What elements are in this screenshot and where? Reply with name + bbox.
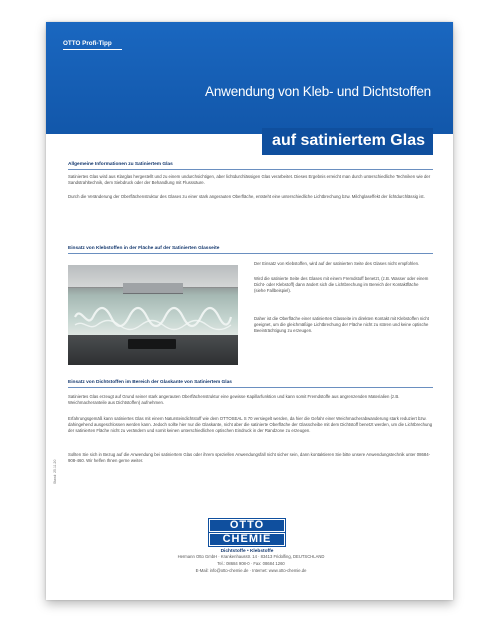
- section-3-paragraph-2: Erfahrungsgemäß kann satiniertes Glas mit einem Natursteindichtstoff wie dem OTTOSEAL S 70 versiegelt werden, da hier die Gefahr einer Weichmacherabwanderung stark reduziert bzw. dahingehend ausgeschlossen werden kann. Jedoch sollte hier nur die Glaskante, nicht aber die satinierte Oberfläche der Glasscheibe mit dem Dichtstoff benetzt werden, um die Lichtbrechung der satinierten Fläche nicht zu verändern und somit keinen unterschiedlichen optischen Eindruck in der Randzone zu erzeugen.: [68, 416, 433, 433]
- address-line-2: Tel.: 08684 908-0 · Fax: 08684 1260: [217, 561, 285, 566]
- document-page: [46, 22, 453, 600]
- section-1-paragraph-1-text: Satiniertes Glas wird aus Klarglas hergestellt und zu einem undurchsichtigen, aber lichtdurchlässigen Glas verarbeitet. Dieses Ergebnis erreicht man durch unterschiedliche Techniken wie der Sandstrahltechnik, dem Siebdruck oder der Behandlung mit Flusssäure.: [68, 174, 431, 185]
- photo-adhesive-pattern: [73, 301, 233, 333]
- photo-range-hood: [123, 283, 183, 294]
- section-1-paragraph-1: [68, 174, 433, 186]
- section-3-paragraph-1: Satiniertes Glas erzeugt auf Grund seiner stark angerauten Oberflächenstruktur eine gewisse Kapillarfunktion und kann somit Fremdstoffe aus angrenzenden Materialien (z.B. Weichmacheranteile aus Dichtstoffen) aufnehmen.: [68, 394, 400, 405]
- logo-subtitle: Dichtstoffe • Klebstoffe: [220, 549, 274, 554]
- otto-chemie-logo: [209, 519, 285, 554]
- section-2-paragraph-2: Wird die satinierte Seite des Glases mit einem Fremdstoff benetzt, (z.B. Wasser oder einem Dicht- oder Klebstoff) dann ändert sich die Lichtbrechung im Bereich der Kontaktfläche (siehe Fallbeispiel).: [254, 276, 429, 293]
- profi-tipp-tag: OTTO Profi-Tipp: [63, 40, 122, 50]
- title-line-1: Anwendung von Kleb- und Dichtstoffen: [205, 84, 431, 99]
- title-line-2: auf satiniertem Glas: [262, 128, 433, 155]
- section-1-paragraph-2: Durch die Veränderung der Oberflächenstruktur des Glases zu einer stark angerauten Oberfläche, entsteht eine unterschiedliche Lichtbrechung bzw. Milchglaseffekt der lichtdurchlässig ist.: [68, 194, 425, 199]
- section-2-paragraph-1: Der Einsatz von Klebstoffen, wird auf der satinierten Seite des Glases nicht empfohlen.: [254, 261, 420, 266]
- logo-otto: OTTO: [209, 519, 285, 532]
- section-2-paragraph-3: Daher ist die Oberfläche einer satinierten Glasseite im direkten Kontakt mit Klebstoffen nicht geeignet, um die gleichmäßige Lichtbrechung der Fläche nicht zu stören und keine optische Beeinträchtigung zu erzeugen.: [254, 316, 429, 333]
- address-line-1: Hermann Otto GmbH · Krankenhausstr. 14 · 83413 Fridolfing, DEUTSCHLAND: [177, 554, 325, 559]
- logo-chemie: CHEMIE: [209, 533, 285, 546]
- kitchen-glass-photo: [68, 265, 238, 365]
- section-heading-2: Einsatz von Klebstoffen in der Fläche auf der Satinierten Glasseite: [68, 246, 433, 254]
- address-line-3: E-Mail: info@otto-chemie.de · Internet: www.otto-chemie.de: [195, 568, 307, 573]
- section-heading-3: Einsatz von Dichtstoffen im Bereich der Glaskante von Satiniertem Glas: [68, 380, 433, 388]
- photo-cooktop: [128, 339, 176, 349]
- header-banner: [46, 22, 453, 134]
- section-3-paragraph-3: Sollten Sie sich in Bezug auf die Anwendung bei satiniertem Glas oder ihrem speziellen Anwendungsfall nicht sicher sein, dann kontaktieren Sie bitte unsere Anwendungstechnik unter 08684-908-460. Wir helfen Ihnen gerne weiter.: [68, 452, 431, 463]
- section-heading-1: Allgemeine Informationen zu Satiniertem Glas: [68, 162, 433, 170]
- revision-note: Stand: 25.11.20: [53, 459, 57, 484]
